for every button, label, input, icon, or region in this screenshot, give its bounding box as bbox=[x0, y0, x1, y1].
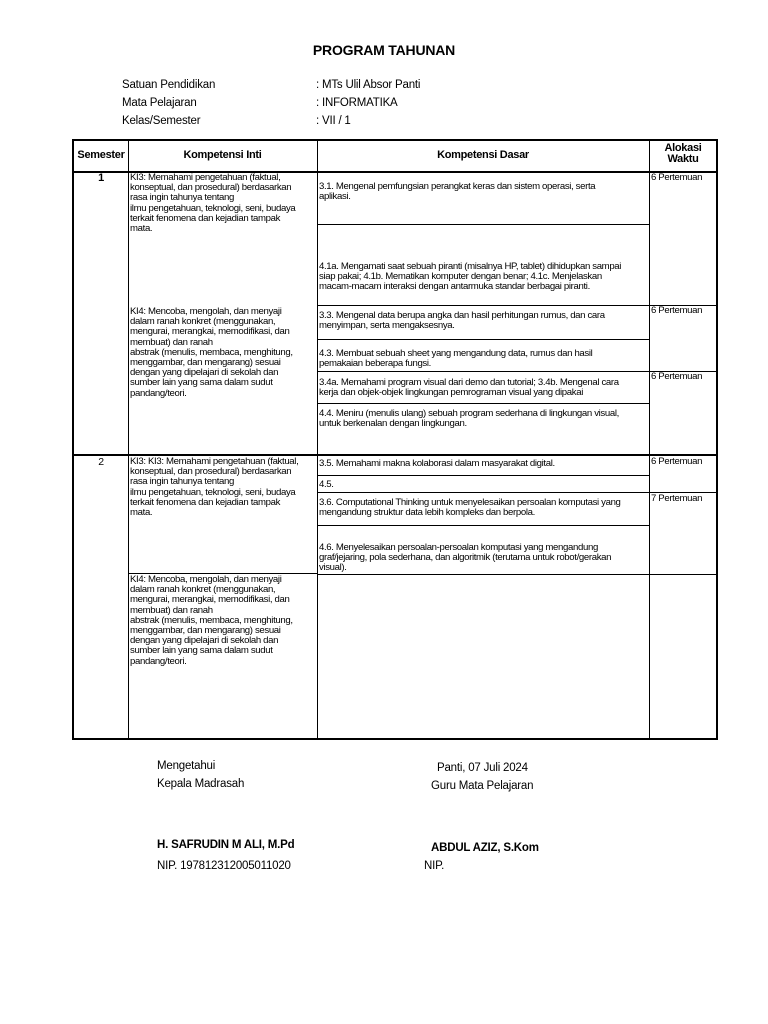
row-divider bbox=[317, 403, 649, 404]
sem2-waktu-2: 7 Pertemuan bbox=[651, 493, 703, 504]
header-kompetensi-inti: Kompetensi Inti bbox=[183, 149, 262, 161]
sem2-ki3: KI3: KI3: Memahami pengetahuan (faktual, konseptual, dan prosedural) berdasarkan rasa ingin tahunya tentang ilmu pengetahuan, teknologi, seni, budaya terkait fenomena dan kejadian tampak mata. bbox=[130, 456, 299, 519]
semester-2-number: 2 bbox=[98, 456, 104, 468]
value-kelas-semester: : VII / 1 bbox=[316, 115, 351, 127]
sem1-kd-4-4: 4.4. Meniru (menulis ulang) sebuah program sederhana di lingkungan visual, untuk berkenalan dengan lingkungan. bbox=[319, 408, 619, 430]
signature-right-date: Panti, 07 Juli 2024 bbox=[437, 762, 528, 774]
sem1-ki4: KI4: Mencoba, mengolah, dan menyaji dalam ranah konkret (menggunakan, mengurai, merangkai, memodifikasi, dan membuat) dan ranah abstrak (menulis, membaca, menghitung, menggambar, dan mengarang) sesuai dengan yang dipelajari di sekolah dan sumber lain yang sama dalam sudut pandang/teori. bbox=[130, 306, 293, 399]
label-satuan-pendidikan: Satuan Pendidikan bbox=[122, 79, 216, 91]
row-divider bbox=[317, 525, 649, 526]
column-divider bbox=[317, 141, 318, 738]
header-kompetensi-dasar: Kompetensi Dasar bbox=[437, 149, 529, 161]
signature-right-name: ABDUL AZIZ, S.Kom bbox=[431, 842, 539, 854]
signature-right-nip: NIP. bbox=[424, 860, 445, 872]
semester-1-number: 1 bbox=[98, 172, 104, 184]
signature-left-line1: Mengetahui bbox=[157, 760, 216, 772]
header-semester: Semester bbox=[77, 149, 125, 161]
sem2-kd-3-5: 3.5. Memahami makna kolaborasi dalam masyarakat digital. bbox=[319, 458, 555, 469]
signature-left-nip: NIP. 197812312005011020 bbox=[157, 860, 291, 872]
column-divider bbox=[128, 141, 129, 738]
sem1-kd-3-3: 3.3. Mengenal data berupa angka dan hasil perhitungan rumus, dan cara menyimpan, serta mengaksesnya. bbox=[319, 310, 605, 332]
column-divider bbox=[649, 141, 650, 738]
signature-left-name: H. SAFRUDIN M ALI, M.Pd bbox=[157, 839, 295, 851]
label-mata-pelajaran: Mata Pelajaran bbox=[122, 97, 197, 109]
header-alokasi-waktu: Alokasi Waktu bbox=[664, 142, 702, 165]
row-divider bbox=[317, 574, 717, 575]
sem1-kd-3-1: 3.1. Mengenal pemfungsian perangkat keras dan sistem operasi, serta aplikasi. bbox=[319, 181, 596, 203]
value-mata-pelajaran: : INFORMATIKA bbox=[316, 97, 398, 109]
program-table bbox=[72, 139, 718, 740]
sem1-ki3: KI3: Memahami pengetahuan (faktual, konseptual, dan prosedural) berdasarkan rasa ingin tahunya tentang ilmu pengetahuan, teknologi, seni, budaya terkait fenomena dan kejadian tampak mata. bbox=[130, 172, 296, 235]
sem1-waktu-2: 6 Pertemuan bbox=[651, 305, 703, 316]
sem2-kd-4-5: 4.5. bbox=[319, 479, 334, 490]
sem2-waktu-1: 6 Pertemuan bbox=[651, 456, 703, 467]
sem1-kd-4-3: 4.3. Membuat sebuah sheet yang mengandung data, rumus dan hasil pemakaian beberapa fungsi. bbox=[319, 348, 593, 370]
value-satuan-pendidikan: : MTs Ulil Absor Panti bbox=[316, 79, 421, 91]
sem1-waktu-1: 6 Pertemuan bbox=[651, 172, 703, 183]
sem1-waktu-3: 6 Pertemuan bbox=[651, 371, 703, 382]
sem2-kd-4-6: 4.6. Menyelesaikan persoalan-persoalan komputasi yang mengandung graf/jejaring, pola sederhana, dan algoritmik (terutama untuk robot/gerakan visual). bbox=[319, 542, 612, 574]
row-divider bbox=[317, 475, 649, 476]
row-divider bbox=[317, 339, 649, 340]
row-divider bbox=[317, 224, 649, 225]
sem1-kd-4-1: 4.1a. Mengamati saat sebuah piranti (misalnya HP, tablet) dihidupkan sampai siap pakai; 4.1b. Mematikan komputer dengan benar; 4.1c. Menjelaskan macam-macam interaksi dengan antarmuka standar berbagai piranti. bbox=[319, 261, 622, 293]
sem1-kd-3-4: 3.4a. Memahami program visual dari demo dan tutorial; 3.4b. Mengenal cara kerja dan objek-objek lingkungan pemrograman visual yang dipakai bbox=[319, 377, 619, 399]
label-kelas-semester: Kelas/Semester bbox=[122, 115, 201, 127]
page-title: PROGRAM TAHUNAN bbox=[312, 42, 456, 58]
signature-left-line2: Kepala Madrasah bbox=[157, 778, 245, 790]
sem2-ki4: KI4: Mencoba, mengolah, dan menyaji dalam ranah konkret (menggunakan, mengurai, merangkai, memodifikasi, dan membuat) dan ranah abstrak (menulis, membaca, menghitung, menggambar, dan mengarang) sesuai dengan yang dipelajari di sekolah dan sumber lain yang sama dalam sudut pandang/teori. bbox=[130, 574, 293, 667]
sem2-kd-3-6: 3.6. Computational Thinking untuk menyelesaikan persoalan komputasi yang mengandung struktur data lebih kompleks dan berpola. bbox=[319, 497, 621, 519]
signature-right-line2: Guru Mata Pelajaran bbox=[431, 780, 534, 792]
